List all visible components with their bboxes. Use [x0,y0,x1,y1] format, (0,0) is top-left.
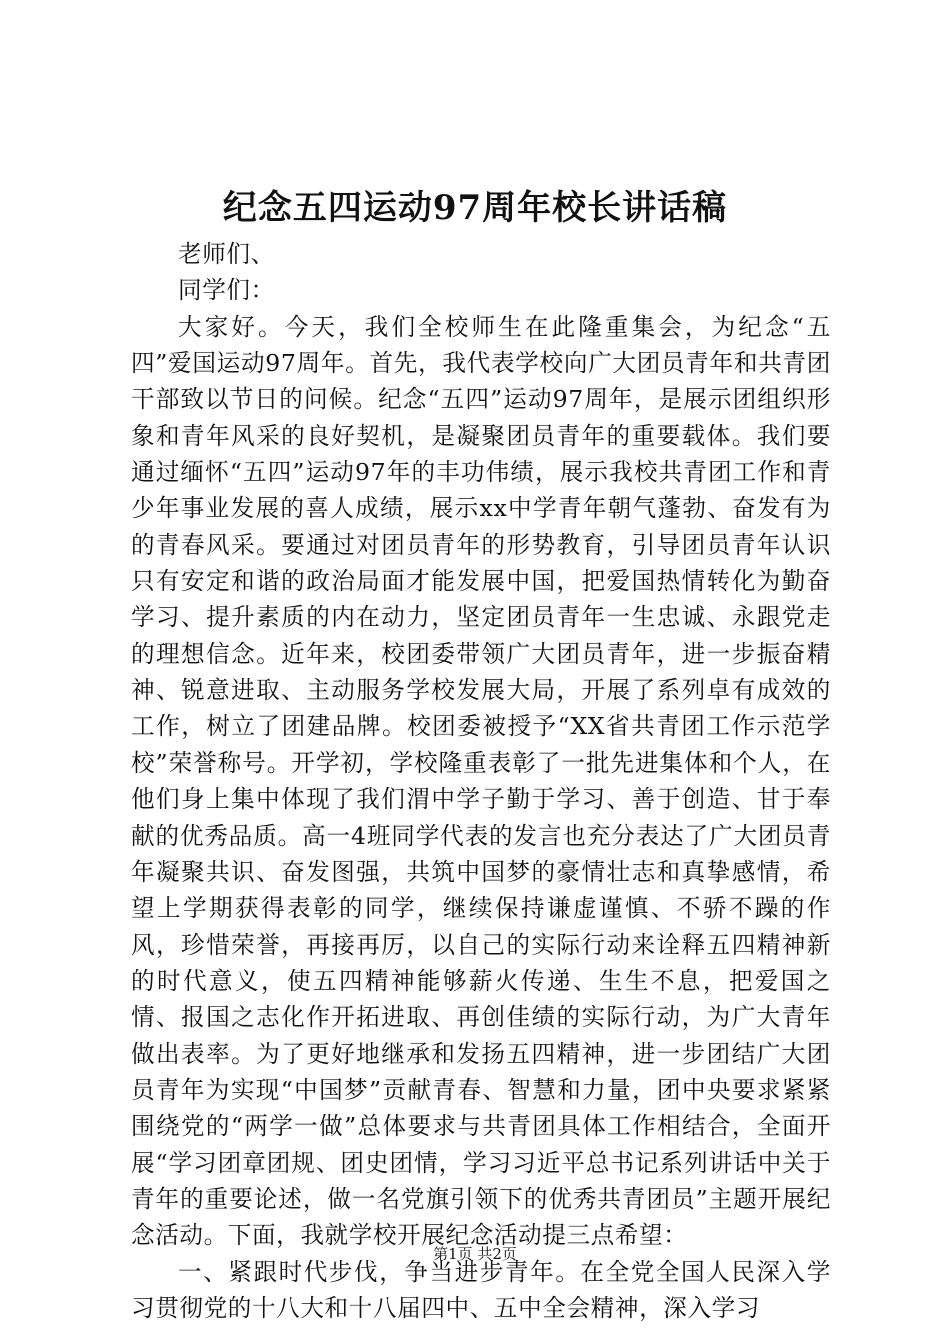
document-title: 纪念五四运动97周年校长讲话稿 [222,188,728,228]
page-number: 第1页 共2页 [433,1245,517,1263]
salutation-students: 同学们： [178,276,275,305]
salutation-teachers: 老师们、 [178,240,275,268]
body-paragraph: 大家好。今天，我们全校师生在此隆重集会，为纪念“五四”爱国运动97周年。首先，我代表学校向广大团员青年和共青团干部致以节日的问候。纪念“五四”运动97周年，是展示团组织形象和青年风采的良好契机，是凝聚团员青年的重要载体。我们要通过缅怀“五四”运动97年的丰功伟绩，展示我校共青团工作和青少年事业发展的喜人成绩，展示xx中学青年朝气蓬勃、奋发有为的青春风采。要通过对团员青年的形势教育，引导团员青年认识只有安定和谐的政治局面才能发展中国，把爱国热情转化为勤奋学习、提升素质的内在动力，坚定团员青年一生忠诚、永跟党走的理想信念。近年来，校团委带领广大团员青年，进一步振奋精神、锐意进取、主动服务学校发展大局，开展了系列卓有成效的工作，树立了团建品牌。校团委被授予“XX省共青团工作示范学校”荣誉称号。开学初，学校隆重表彰了一批先进集体和个人，在他们身上集中体现了我们渭中学子勤于学习、善于创造、甘于奉献的优秀品质。高一4班同学代表的发言也充分表达了广大团员青年凝聚共识、奋发图强，共筑中国梦的豪情壮志和真挚感情，希望上学期获得表彰的同学，继续保持谦虚谨慎、不骄不躁的作风，珍惜荣誉，再接再厉，以自己的实际行动来诠释五四精神新的时代意义，使五四精神能够薪火传递、生生不息，把爱国之情、报国之志化作开拓进取、再创佳绩的实际行动，为广大青年做出表率。为了更好地继承和发扬五四精神，进一步团结广大团员青年为实现“中国梦”贡献青春、智慧和力量，团中央要求紧紧围绕党的“两学一做”总体要求与共青团具体工作相结合，全面开展“学习团章团规、团史团情，学习习近平总书记系列讲话中关于青年的重要论述，做一名党旗引领下的优秀共青团员”主题开展纪念活动。下面，我就学校开展纪念活动提三点希望： [131,312,831,1250]
document-body [131,236,831,1326]
body-paragraph: 一、紧跟时代步伐，争当进步青年。在全党全国人民深入学习贯彻党的十八大和十八届四中、五中全会精神，深入学习 [131,1257,831,1322]
